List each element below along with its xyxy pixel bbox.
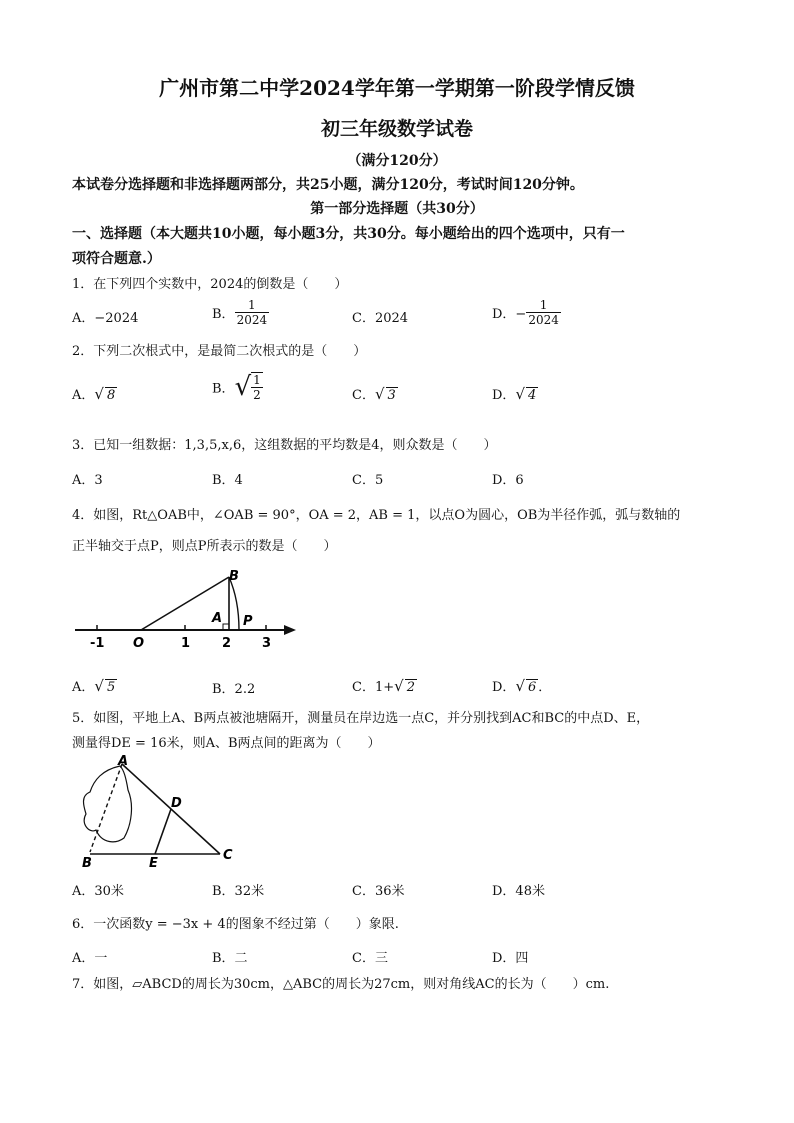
section-one-line2: 项符合题意.）: [72, 251, 161, 267]
q2-option-d-label: D．: [492, 388, 516, 403]
radicand: 2: [406, 680, 415, 695]
q1-option-d-label: D．−: [492, 307, 527, 322]
label-o: O: [133, 636, 145, 651]
q3-option-a: A．3: [72, 473, 103, 488]
fraction-numerator: 1: [235, 298, 270, 313]
fraction-denominator: 2: [253, 388, 261, 402]
fraction-numerator: 1: [253, 373, 261, 387]
q4-option-d-label: D．: [492, 680, 516, 695]
label-3: 3: [262, 636, 272, 651]
question-4-stem-line2: 正半轴交于点P，则点P所表示的数是（ ）: [72, 539, 337, 554]
q1-option-a: A．−2024: [72, 311, 139, 326]
arc-bp: [229, 577, 239, 630]
sqrt-sign: √: [374, 385, 385, 403]
q3-option-b: B．4: [212, 473, 243, 488]
fraction-denominator: 2024: [528, 313, 559, 327]
instructions: 本试卷分选择题和非选择题两部分，共25小题，满分120分，考试时间120分钟。: [72, 177, 584, 193]
exam-subtitle: 初三年级数学试卷: [320, 118, 473, 140]
q2-option-b-fraction: [251, 372, 263, 402]
arrow-head: [284, 625, 296, 635]
q3-option-c: C．5: [352, 473, 384, 488]
q4-option-a-label: A．: [72, 680, 95, 695]
sqrt-sign: √: [94, 385, 104, 403]
q4-number-line-figure: [70, 565, 305, 655]
q2-option-a: [72, 384, 117, 403]
question-6-stem: 6．一次函数y = −3x + 4的图象不经过第（ ）象限.: [72, 917, 399, 932]
q2-option-b: [212, 372, 263, 402]
sqrt-sign: √: [515, 385, 525, 403]
q6-option-d: D．四: [492, 951, 529, 966]
question-5-stem-line2: 测量得DE = 16米，则A、B两点间的距离为（ ）: [72, 736, 381, 751]
q5-option-b: B．32米: [212, 884, 265, 899]
q4-option-a: [72, 676, 117, 695]
q6-option-b: B．二: [212, 951, 248, 966]
exam-title: 广州市第二中学2024学年第一学期第一阶段学情反馈: [159, 76, 635, 100]
label-a: A: [118, 754, 129, 769]
q2-option-d: [492, 384, 538, 403]
q2-option-b-label: B．: [212, 381, 235, 397]
label-b: B: [229, 569, 239, 584]
question-3-stem: 3．已知一组数据：1,3,5,x,6，这组数据的平均数是4，则众数是（ ）: [72, 438, 497, 453]
q4-option-c-label: C．1+: [352, 680, 395, 695]
q1-option-c: C．2024: [352, 311, 409, 326]
q2-option-a-label: A．: [72, 388, 95, 403]
q3-option-d: D．6: [492, 473, 524, 488]
section-one-line1: 一、选择题（本大题共10小题，每小题3分，共30分。每小题给出的四个选项中，只有一: [72, 226, 625, 242]
label-1: 1: [181, 636, 191, 651]
radicand: 3: [387, 388, 396, 403]
q5-pond-figure: [72, 752, 247, 870]
q4-option-d: [492, 676, 551, 695]
q6-option-c: C．三: [352, 951, 388, 966]
q2-option-c: [352, 384, 398, 403]
segment-de: [155, 809, 171, 854]
full-score: （满分120分）: [347, 153, 447, 169]
radicand: 5: [106, 680, 116, 695]
sqrt-sign: √: [94, 677, 104, 695]
fraction-numerator: 1: [526, 298, 561, 313]
question-7-stem: 7．如图，▱ABCD的周长为30cm，△ABC的周长为27cm，则对角线AC的长为（ ）cm.: [72, 977, 610, 992]
radicand: 6: [528, 680, 537, 695]
question-4-stem-line1: 4．如图，Rt△OAB中，∠OAB = 90°，OA = 2，AB = 1，以点O为圆心，OB为半径作弧，弧与数轴的: [72, 508, 681, 523]
q1-option-b-label: B．: [212, 307, 235, 322]
sqrt-sign: √: [394, 677, 404, 695]
q5-option-a: A．30米: [72, 884, 124, 899]
q6-option-a: A．一: [72, 951, 108, 966]
part-one-heading: 第一部分选择题（共30分）: [310, 201, 484, 217]
fraction-denominator: 2024: [236, 313, 268, 327]
q1-option-b-fraction: [235, 298, 270, 327]
q1-option-b: [212, 298, 269, 327]
q1-option-d-fraction: [526, 298, 561, 327]
question-2-stem: 2．下列二次根式中，是最简二次根式的是（ ）: [72, 344, 367, 359]
label-2: 2: [222, 636, 232, 651]
label-c: C: [223, 848, 233, 863]
segment-ab-dashed: [90, 764, 122, 852]
radicand: 4: [528, 388, 537, 403]
q4-option-c: [352, 676, 417, 695]
label-b: B: [82, 856, 92, 870]
label-e: E: [149, 856, 158, 870]
sqrt-sign: √: [515, 677, 525, 695]
sqrt-sign: √: [234, 372, 252, 402]
radicand: 8: [106, 388, 116, 403]
q4-option-b: B．2.2: [212, 682, 256, 697]
label-p: P: [243, 614, 253, 629]
q2-option-c-label: C．: [352, 388, 375, 403]
q5-option-d: D．48米: [492, 884, 545, 899]
q1-option-d: [492, 298, 561, 327]
label-a: A: [212, 611, 223, 626]
q5-option-c: C．36米: [352, 884, 405, 899]
q4-option-d-tail: ．: [538, 680, 552, 695]
label-minus-1: -1: [90, 636, 105, 651]
question-1-stem: 1．在下列四个实数中，2024的倒数是（ ）: [72, 277, 348, 292]
question-5-stem-line1: 5．如图，平地上A、B两点被池塘隔开，测量员在岸边选一点C，并分别找到AC和BC的中点D、E，: [72, 711, 650, 726]
label-d: D: [171, 796, 182, 811]
